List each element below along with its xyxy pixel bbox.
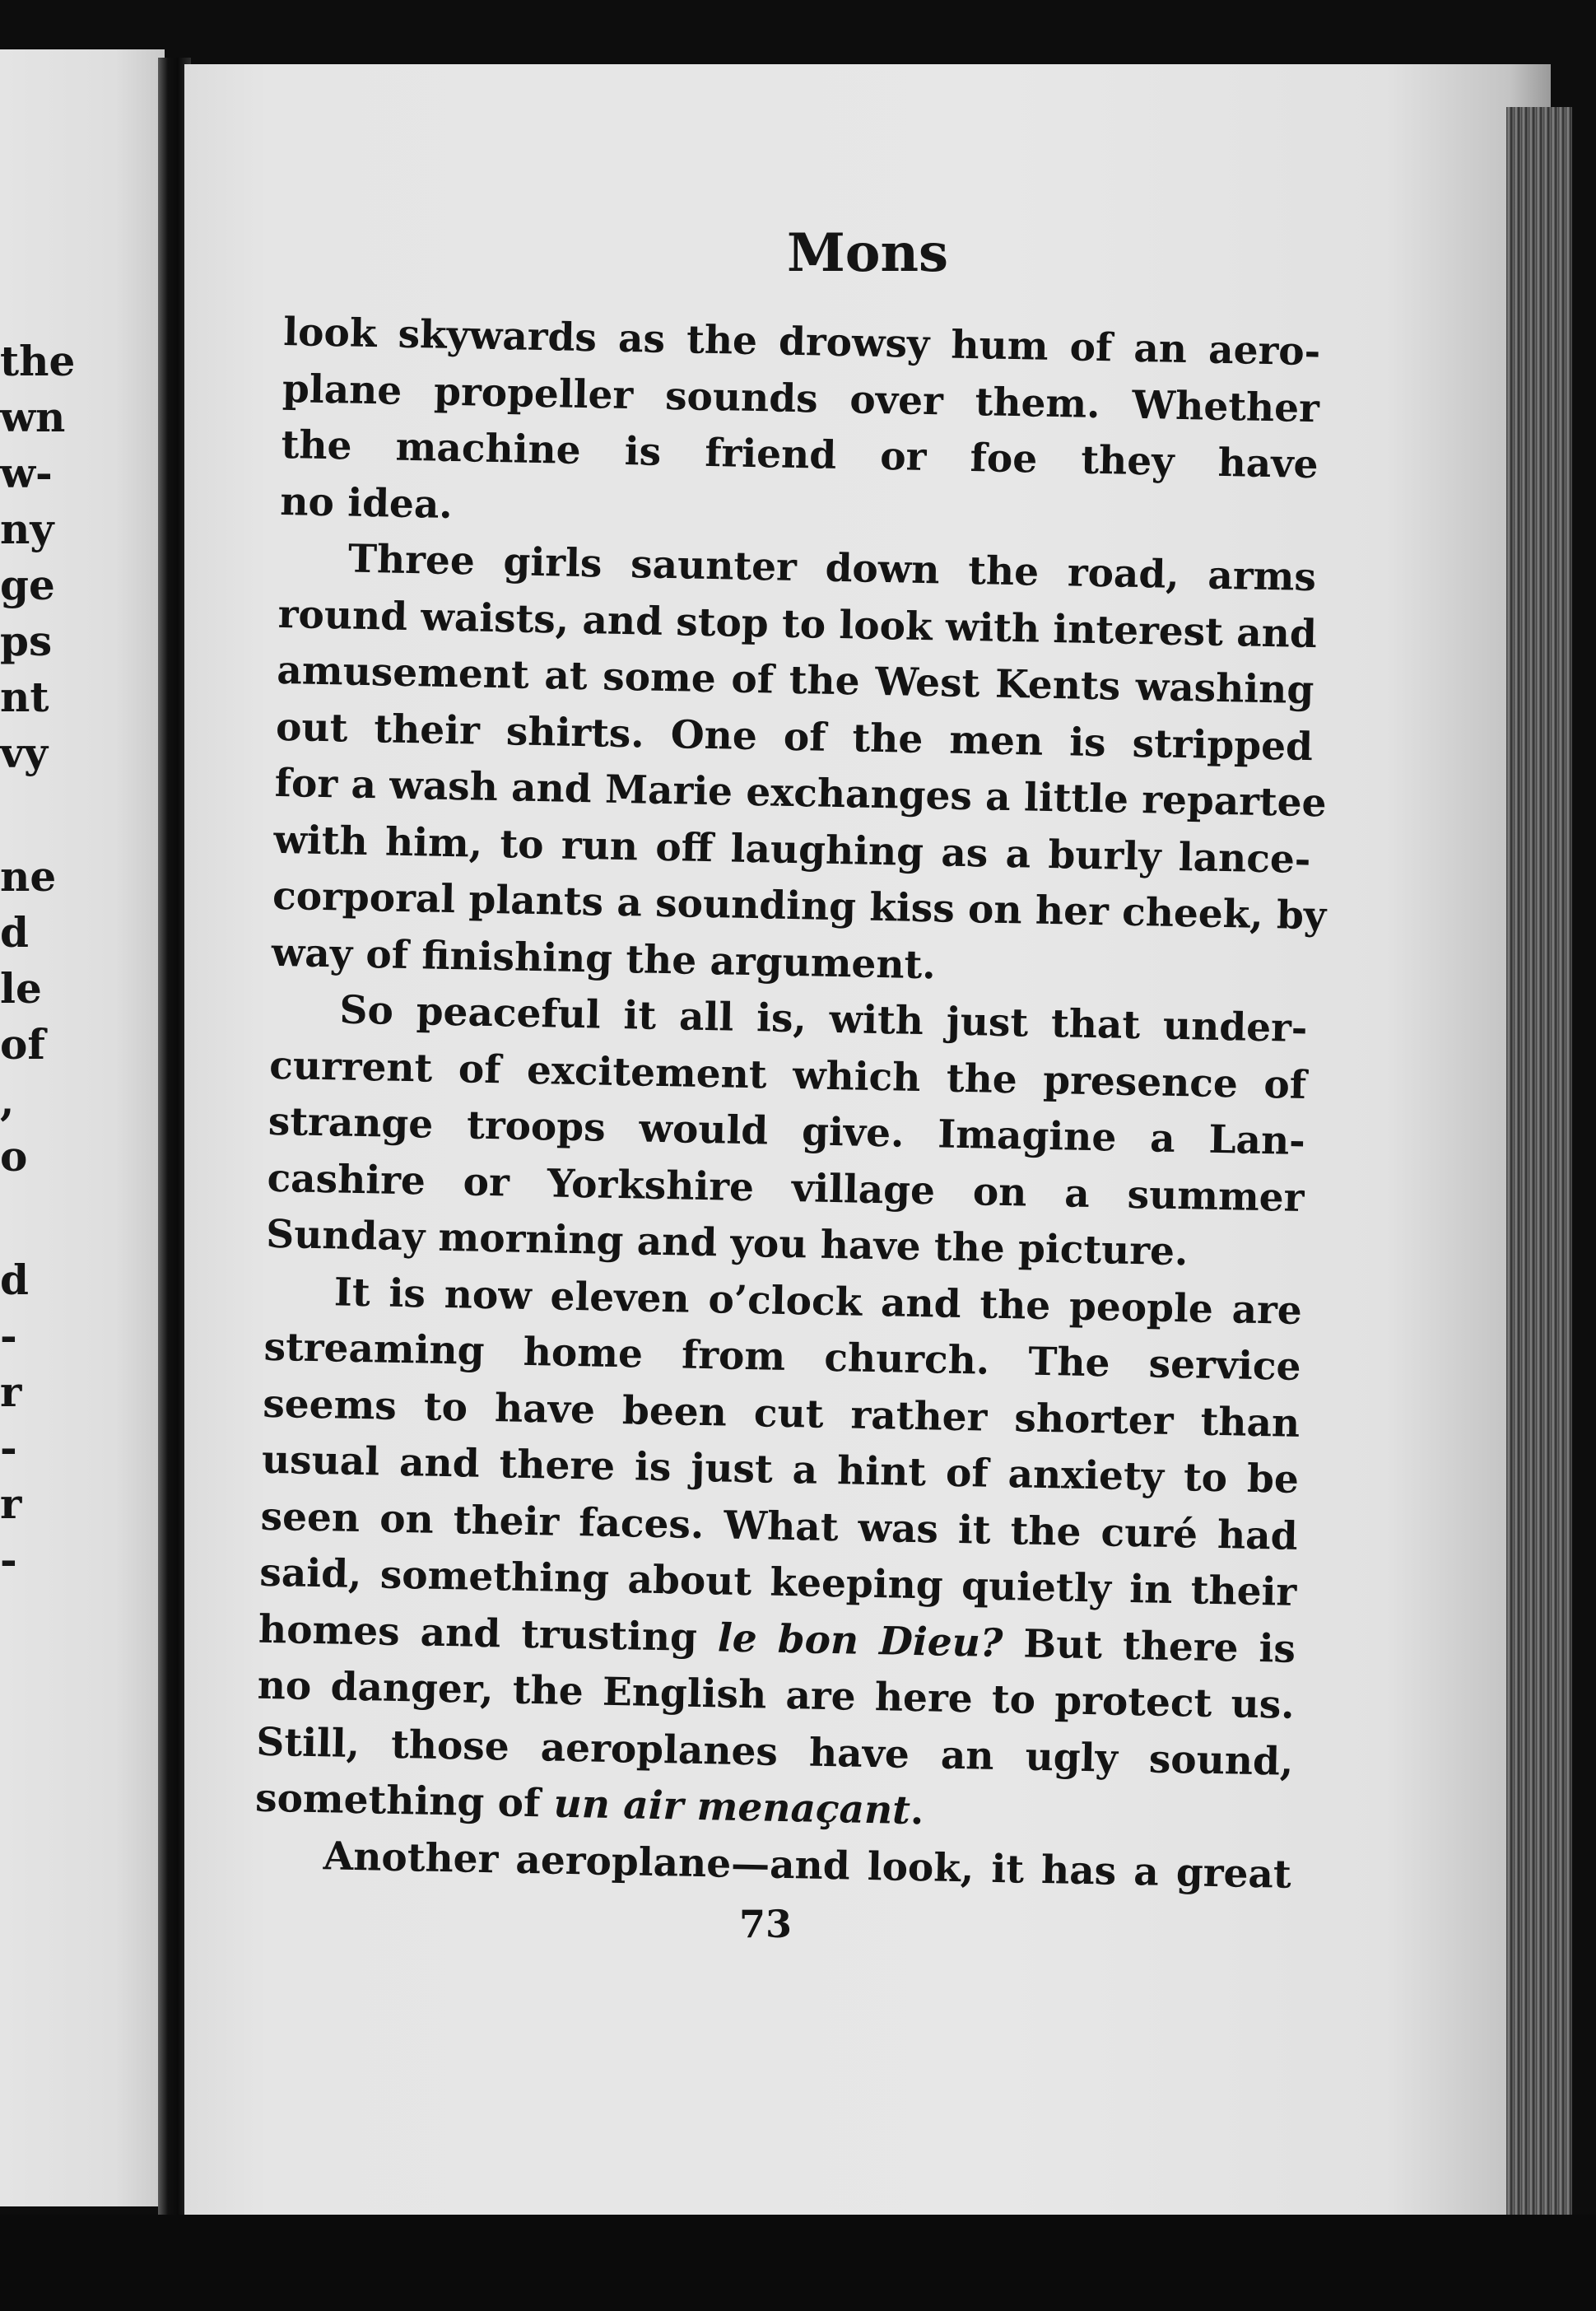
previous-page-fragment: r (0, 1479, 22, 1528)
text-line-content: Still, those aeroplanes have an ugly sound, (255, 1719, 1294, 1785)
text-line-content: for a wash and Marie exchanges a little repartee (274, 760, 1328, 827)
previous-page-fragment: - (0, 1535, 17, 1584)
text-line-content: current of excitement which the presence of (268, 1042, 1307, 1108)
text-line-content: said, something about keeping quietly in their (258, 1549, 1297, 1615)
previous-page-fragment: ps (0, 617, 53, 665)
text-line-continuation: But there is (1002, 1620, 1296, 1672)
page-edges (1506, 107, 1572, 2215)
previous-page-fragment: vy (0, 729, 49, 777)
previous-page-fragment (0, 1185, 75, 1252)
previous-page-fragment (0, 781, 75, 849)
text-line-content: plane propeller sounds over them. Whether (282, 366, 1320, 431)
previous-page-fragment: w- (0, 449, 53, 497)
previous-page-fragment: , (0, 1076, 15, 1125)
previous-page-fragment: ne (0, 852, 57, 901)
previous-page-fragment: ny (0, 505, 54, 553)
italic-phrase: un air menaçant (553, 1781, 911, 1833)
text-line-content: seen on their faces. What was it the curé had (260, 1493, 1299, 1559)
previous-page-fragment: d (0, 908, 29, 957)
text-line-content: no idea. (279, 478, 454, 528)
text-line-content: amusement at some of the West Kents washing (276, 647, 1314, 714)
text-line-content: the machine is friend or foe they have (281, 422, 1319, 488)
previous-page-fragment: of (0, 1020, 45, 1069)
text-line-content: with him, to run off laughing as a burly lance- (272, 817, 1311, 883)
previous-page-fragment: d (0, 1256, 29, 1304)
text-line-content: way of finishing the argument. (271, 930, 937, 988)
previous-page-fragment: le (0, 964, 42, 1013)
text-line-content: seems to have been cut rather shorter than (262, 1381, 1301, 1447)
text-line-content: out their shirts. One of the men is stripped (275, 704, 1314, 770)
text-line-content: Sunday morning and you have the picture. (265, 1211, 1189, 1275)
scan-background (0, 2215, 1596, 2311)
running-head: Mons (786, 222, 949, 284)
text-line-content: It is now eleven o’clock and the people are (333, 1269, 1303, 1334)
page-number: 73 (738, 1902, 792, 1946)
previous-page-text-fragments (0, 333, 75, 1588)
previous-page-fragment: r (0, 1367, 22, 1416)
text-line-content: look skywards as the drowsy hum of an aero- (282, 309, 1321, 375)
text-line-content: So peaceful it all is, with just that under- (339, 987, 1308, 1052)
text-line-content: strange troops would give. Imagine a Lan- (268, 1098, 1306, 1165)
previous-page-fragment: - (0, 1312, 17, 1360)
text-line-content: cashire or Yorkshire village on a summer (267, 1155, 1305, 1221)
text-line-continuation: . (910, 1787, 924, 1834)
text-line-content: no danger, the English are here to protect us. (257, 1662, 1296, 1728)
text-line-content: Another aeroplane—and look, it has a great (323, 1833, 1292, 1898)
previous-page-fragment: the (0, 337, 76, 385)
text-line-content: Three girls saunter down the road, arms (347, 536, 1317, 601)
text-line-content: homes and trusting (258, 1606, 719, 1661)
text-line-content: usual and there is just a hint of anxiety to be (261, 1437, 1300, 1503)
text-line-content: round waists, and stop to look with interest and (277, 591, 1318, 657)
previous-page-fragment: o (0, 1132, 28, 1181)
text-line-content: something of (254, 1775, 555, 1827)
text-line-content: streaming home from church. The service (263, 1324, 1301, 1390)
text-line-content: corporal plants a sounding kiss on her cheek, by (272, 873, 1327, 939)
body-text (254, 305, 1328, 1903)
previous-page-fragment: ge (0, 561, 55, 609)
previous-page-fragment: wn (0, 393, 66, 441)
previous-page-fragment: nt (0, 673, 49, 721)
previous-page (0, 49, 165, 2206)
italic-phrase: le bon Dieu? (717, 1614, 1003, 1666)
previous-page-fragment: - (0, 1423, 17, 1472)
